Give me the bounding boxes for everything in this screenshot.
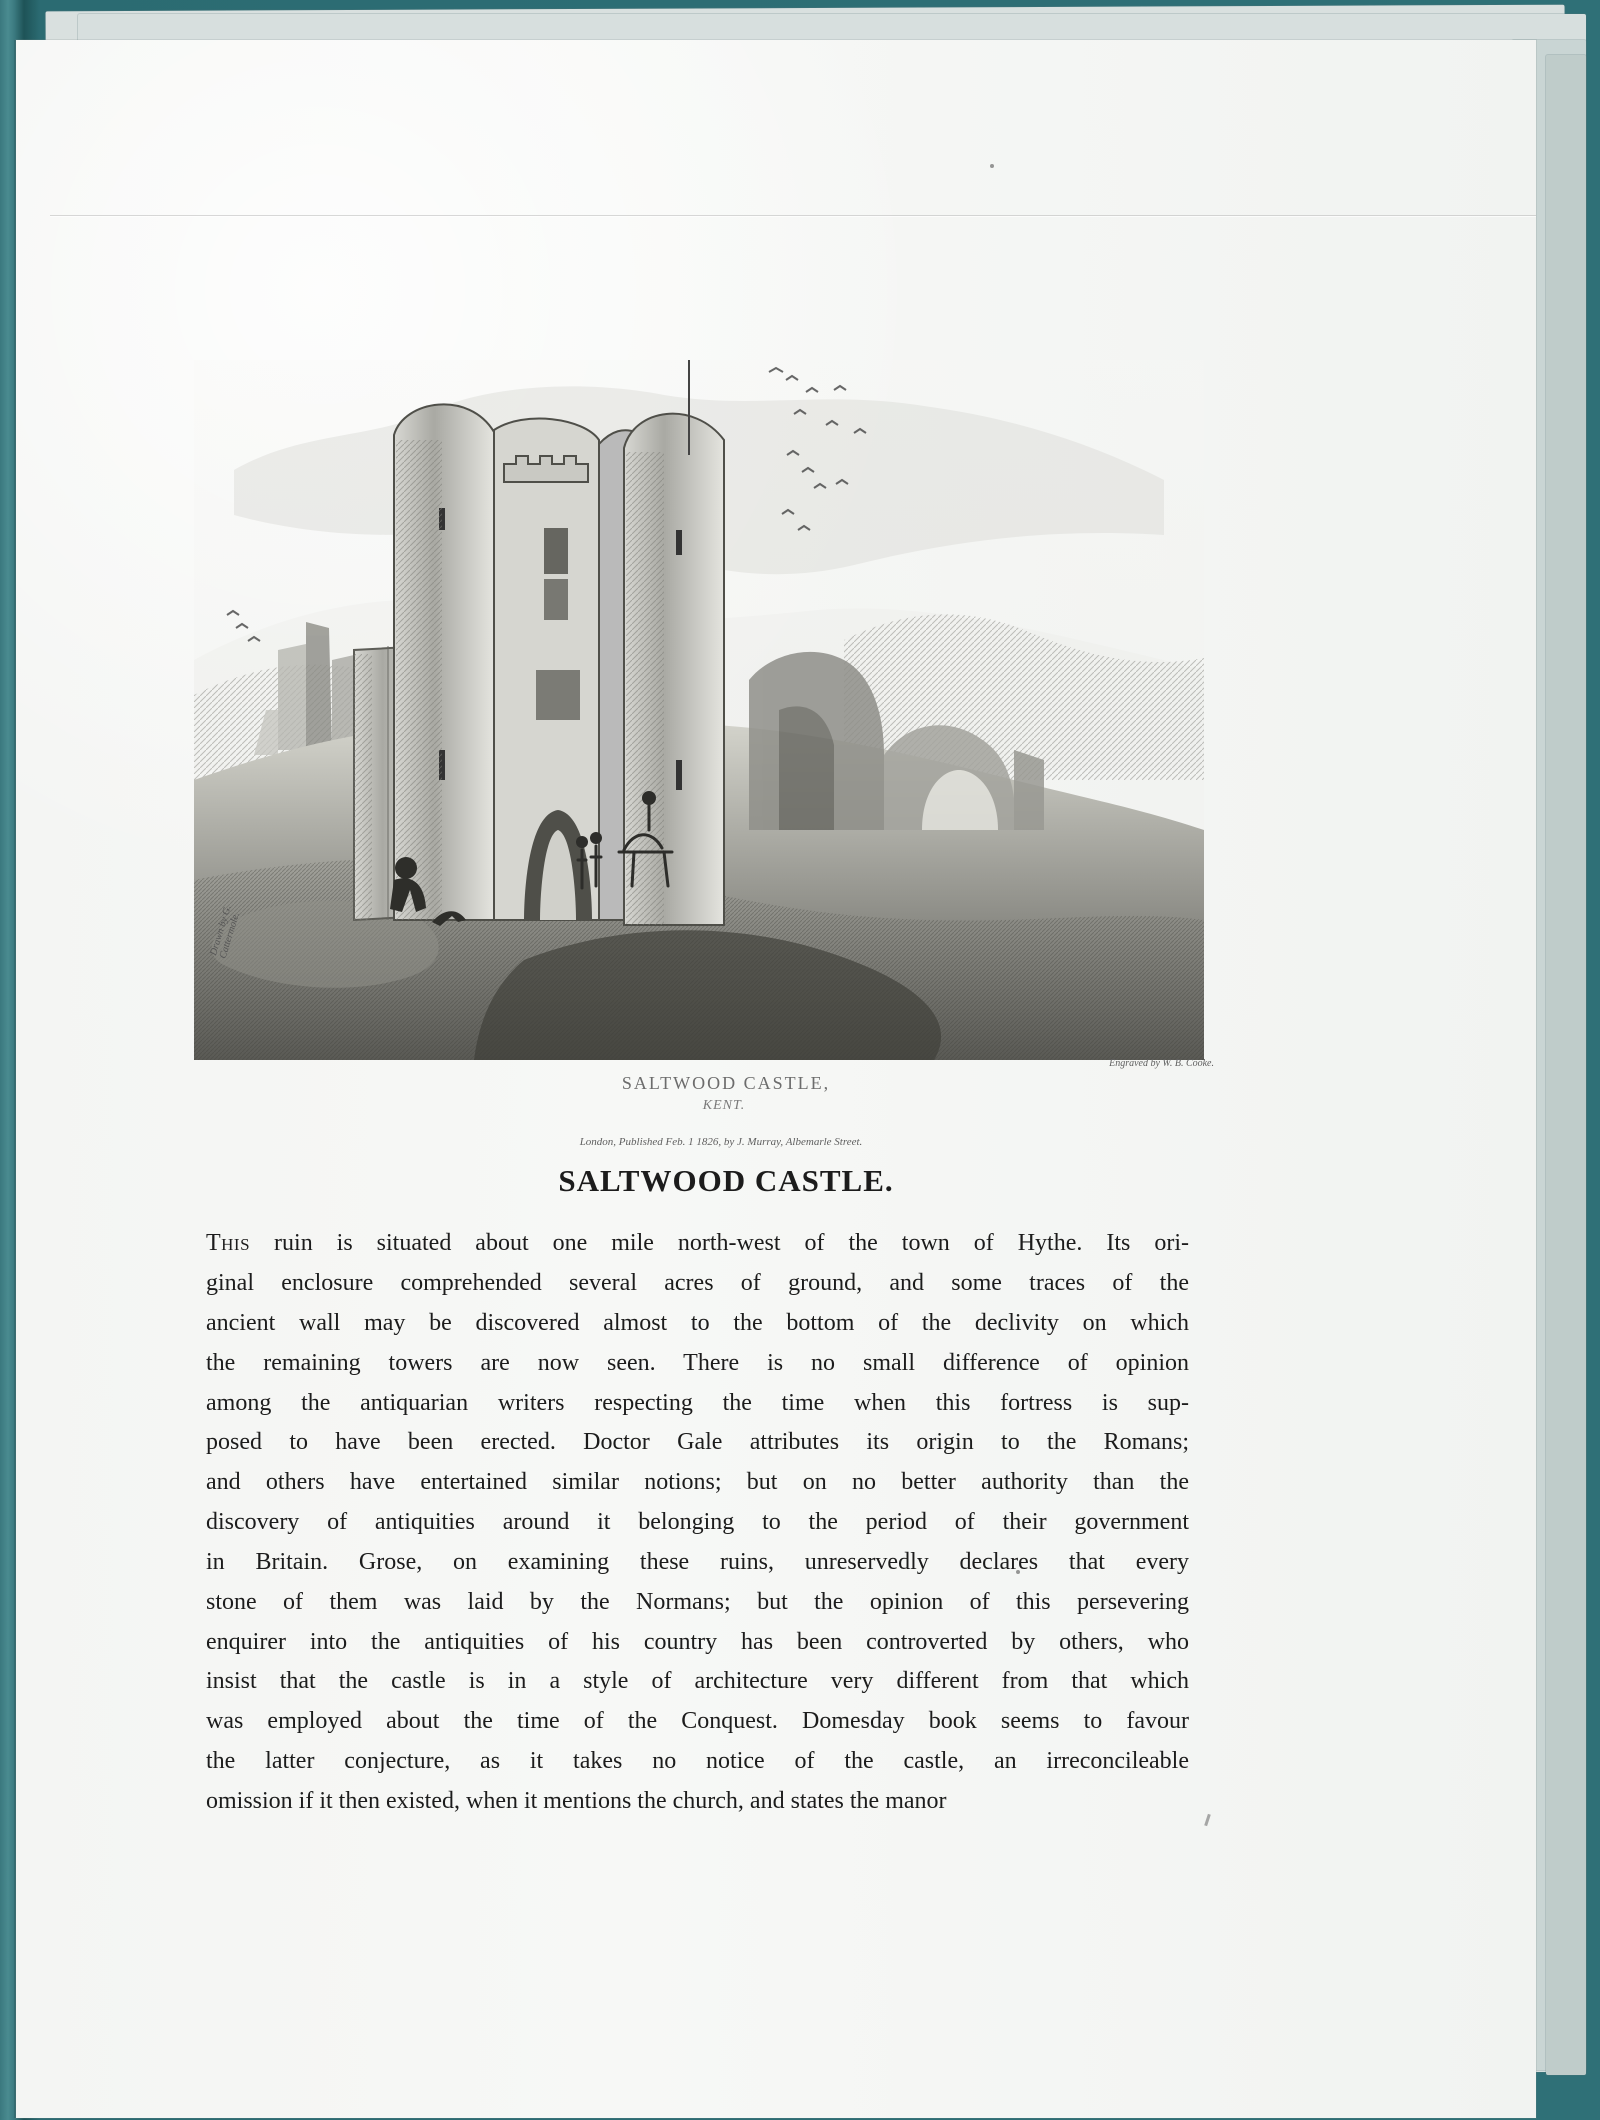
body-line: ancient wall may be discovered almost to the bottom of the declivity on which bbox=[206, 1310, 1189, 1336]
body-line: in Britain. Grose, on examining these ruins, unreservedly declares that every bbox=[206, 1549, 1189, 1575]
body-line: posed to have been erected. Doctor Gale attributes its origin to the Romans; bbox=[206, 1429, 1189, 1455]
plate-caption-subtitle: KENT. bbox=[702, 1098, 746, 1113]
right-sheet-edge bbox=[1546, 55, 1586, 2075]
body-line: was employed about the time of the Conquest. Domesday book seems to favour bbox=[206, 1708, 1189, 1734]
drawn-credit: Drawn by G. Cattermole. bbox=[208, 904, 243, 960]
lead-smallcaps: This bbox=[206, 1230, 251, 1256]
body-line: ginal enclosure comprehended several acres of ground, and some traces of the bbox=[206, 1270, 1189, 1296]
body-line-text: ruin is situated about one mile north-west of the town of Hythe. Its ori- bbox=[250, 1230, 1189, 1256]
paper-spot bbox=[990, 164, 994, 168]
engraved-credit: Engraved by W. B. Cooke. bbox=[1109, 1058, 1214, 1069]
body-line: among the antiquarian writers respecting the time when this fortress is sup- bbox=[206, 1390, 1189, 1416]
engraving bbox=[194, 360, 1204, 1060]
body-line: and others have entertained similar notions; but on no better authority than the bbox=[206, 1469, 1189, 1495]
body-line: omission if it then existed, when it mentions the church, and states the manor bbox=[206, 1788, 947, 1814]
body-line: the latter conjecture, as it takes no notice of the castle, an irreconcileable bbox=[206, 1748, 1189, 1774]
plate-caption-title: SALTWOOD CASTLE, bbox=[621, 1073, 831, 1093]
body-line: insist that the castle is in a style of architecture very different from that which bbox=[206, 1668, 1189, 1694]
body-line bbox=[206, 1231, 1189, 1255]
body-line: stone of them was laid by the Normans; but the opinion of this persevering bbox=[206, 1589, 1189, 1615]
page bbox=[16, 40, 1536, 2118]
plate-publisher-line: London, Published Feb. 1 1826, by J. Murray, Albemarle Street. bbox=[579, 1136, 863, 1148]
page-title: SALTWOOD CASTLE. bbox=[558, 1163, 894, 1198]
plate-mark bbox=[50, 215, 1536, 216]
body-line: discovery of antiquities around it belonging to the period of their government bbox=[206, 1509, 1189, 1535]
ink-mark bbox=[1204, 1814, 1211, 1826]
body-line: enquirer into the antiquities of his country has been controverted by others, who bbox=[206, 1629, 1189, 1655]
body-line: the remaining towers are now seen. There is no small difference of opinion bbox=[206, 1350, 1189, 1376]
